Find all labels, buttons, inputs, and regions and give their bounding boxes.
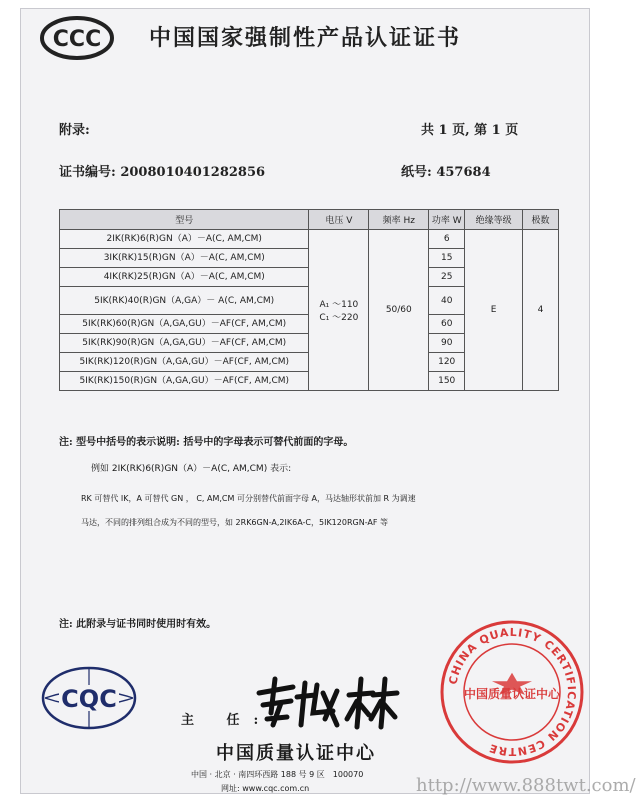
header-poles: 极数	[523, 210, 559, 230]
svg-text:CQC: CQC	[61, 685, 117, 713]
model-example: 例如 2IK(RK)6(R)GN（A）－A(C, AM,CM) 表示:	[91, 464, 292, 474]
model-cell: 5IK(RK)120(R)GN（A,GA,GU）－AF(CF, AM,CM)	[60, 353, 309, 372]
power-cell: 90	[429, 334, 465, 353]
center-address: 中国 · 北京 · 南四环西路 188 号 9 区 100070	[191, 770, 364, 779]
model-cell: 3IK(RK)15(R)GN（A）－A(C, AM,CM)	[60, 249, 309, 268]
paper-no-value: 457684	[436, 165, 491, 180]
paper-number	[401, 161, 491, 180]
validity-note: 注: 此附录与证书同时使用时有效。	[59, 619, 217, 630]
model-cell: 2IK(RK)6(R)GN（A）－A(C, AM,CM)	[60, 230, 309, 249]
paper-no-label: 纸号:	[401, 165, 432, 180]
model-explanation	[81, 487, 561, 535]
certificate-page	[20, 8, 636, 796]
certificate-title: 中国国家强制性产品认证证书	[149, 26, 462, 51]
model-cell: 5IK(RK)90(R)GN（A,GA,GU）－AF(CF, AM,CM)	[60, 334, 309, 353]
header-insulation: 绝缘等级	[465, 210, 523, 230]
explanation-line-1: RK 可替代 IK，A 可替代 GN ， C, AM,CM 可分别替代前面字母 A，马达轴形状前加 R 为调速	[81, 494, 416, 503]
header-voltage: 电压 V	[309, 210, 369, 230]
power-cell: 25	[429, 268, 465, 287]
header-frequency: 频率 Hz	[369, 210, 429, 230]
cert-no-label: 证书编号:	[59, 165, 116, 180]
ccc-logo	[39, 15, 115, 61]
certificate-number	[59, 161, 265, 180]
model-cell: 5IK(RK)150(R)GN（A,GA,GU）－AF(CF, AM,CM)	[60, 372, 309, 391]
voltage-line-1: A₁ ～110	[319, 300, 359, 310]
svg-text:中国质量认证中心: 中国质量认证中心	[463, 687, 561, 701]
svg-text:CCC: CCC	[52, 27, 102, 52]
model-cell: 5IK(RK)60(R)GN（A,GA,GU）－AF(CF, AM,CM)	[60, 315, 309, 334]
explanation-line-2: 马达，不同的排列组合成为不同的型号，如 2RK6GN-A,2IK6A-C，5IK120RGN-AF 等	[81, 518, 389, 527]
model-cell: 5IK(RK)40(R)GN（A,GA）－ A(C, AM,CM)	[60, 287, 309, 315]
table-header-row	[60, 210, 559, 230]
power-cell: 150	[429, 372, 465, 391]
power-cell: 15	[429, 249, 465, 268]
model-cell: 4IK(RK)25(R)GN（A）－A(C, AM,CM)	[60, 268, 309, 287]
power-cell: 120	[429, 353, 465, 372]
header-model: 型号	[60, 210, 309, 230]
table-row	[60, 230, 559, 249]
issuing-center-name: 中国质量认证中心	[216, 743, 376, 764]
frequency-cell: 50/60	[369, 230, 429, 391]
power-cell: 40	[429, 287, 465, 315]
model-note: 注: 型号中括号的表示说明: 括号中的字母表示可替代前面的字母。	[59, 437, 354, 448]
voltage-cell	[309, 230, 369, 391]
insulation-cell: E	[465, 230, 523, 391]
svg-text:CHINA QUALITY CERTIFICATION CE: CHINA QUALITY CERTIFICATION CENTRE	[446, 625, 579, 759]
voltage-line-2: C₁ ～220	[319, 313, 359, 323]
center-website: 网址: www.cqc.com.cn	[221, 784, 310, 793]
annex-label: 附录:	[59, 123, 90, 138]
watermark-url: http://www.888twt.com/	[416, 775, 636, 796]
header-power: 功率 W	[429, 210, 465, 230]
cert-no-value: 2008010401282856	[120, 165, 266, 180]
cqc-logo	[39, 665, 139, 731]
director-signature	[253, 673, 401, 731]
power-cell: 60	[429, 315, 465, 334]
certification-seal	[439, 619, 585, 765]
poles-cell: 4	[523, 230, 559, 391]
spec-table	[59, 209, 559, 391]
director-label: 主 任:	[181, 713, 273, 728]
power-cell: 6	[429, 230, 465, 249]
page-count: 共 1 页, 第 1 页	[421, 123, 519, 138]
